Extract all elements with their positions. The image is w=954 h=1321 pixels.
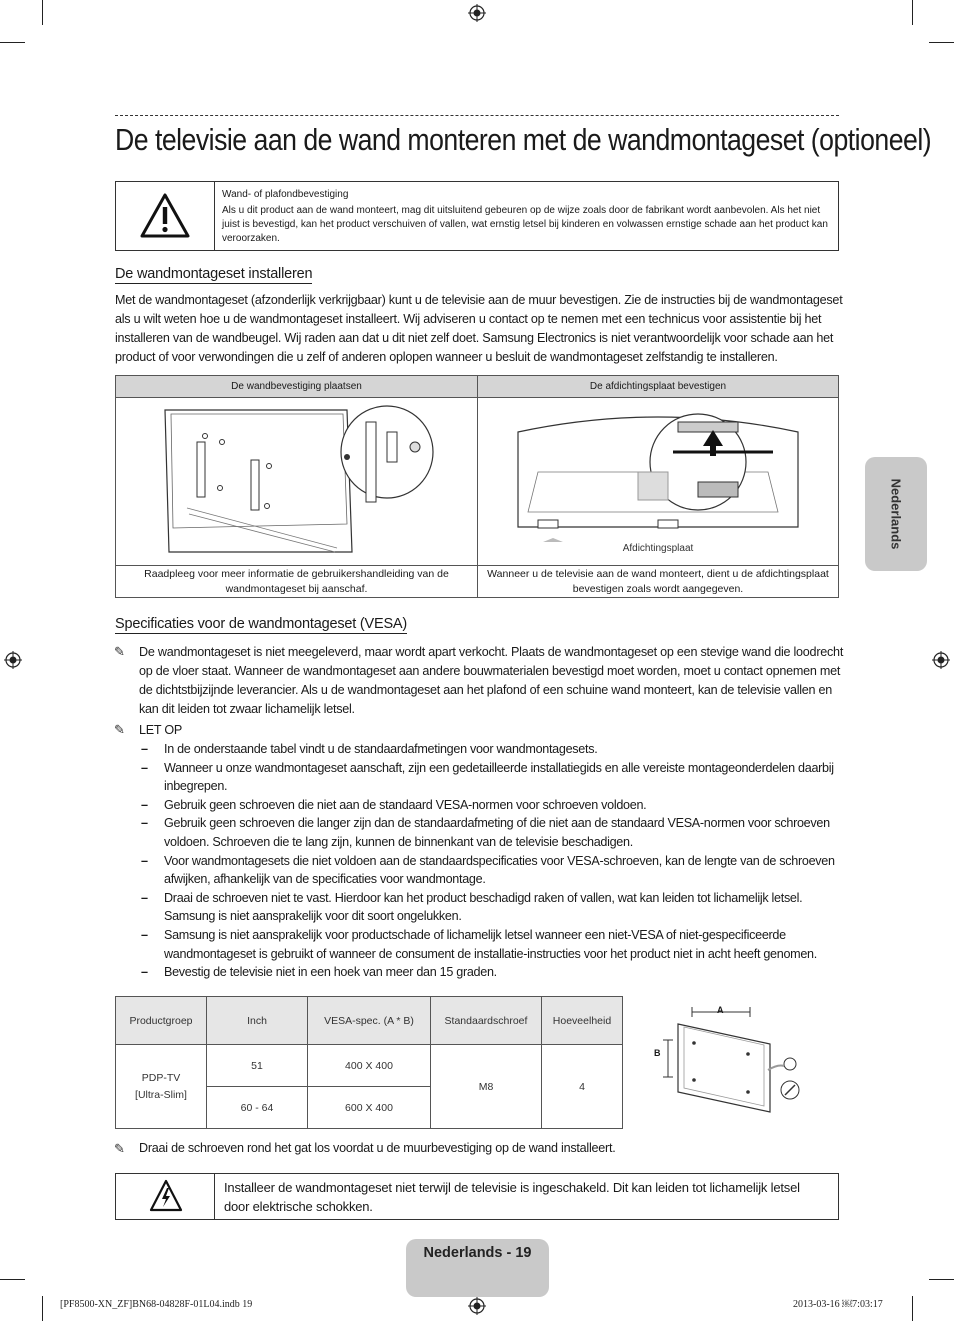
list-item: – Samsung is niet aansprakelijk voor productschade of lichamelijk letsel wanneer een niet-VESA of niet-gespecificeerde wandmontageset is gebruikt of wanneer de consument de installatie-instructies voor het product niet in acht heeft genomen. [138, 926, 843, 963]
inch-cell: 51 [207, 1045, 308, 1087]
registration-mark-icon [4, 651, 22, 669]
dimension-b-label: B [654, 1048, 661, 1058]
shock-icon-cell [116, 1174, 215, 1219]
crop-mark [0, 1279, 25, 1280]
registration-mark-icon [932, 651, 950, 669]
table-header: Hoeveelheid [542, 997, 623, 1045]
registration-mark-icon [468, 1297, 486, 1315]
crop-mark [929, 42, 954, 43]
language-side-tab-label: Nederlands [888, 478, 904, 550]
electric-shock-warning-icon [149, 1179, 183, 1213]
table-header: VESA-spec. (A * B) [308, 997, 431, 1045]
registration-mark-icon [468, 4, 486, 22]
crop-mark [0, 42, 25, 43]
footer-file-info: [PF8500-XN_ZF]BN68-04828F-01L04.indb 19 [60, 1299, 253, 1310]
pencil-note-icon: ✎ [114, 722, 125, 737]
pencil-note-icon: ✎ [114, 644, 125, 659]
mount-col2-caption: Wanneer u de televisie aan de wand monteert, dient u de afdichtingsplaat bevestigen zoals wordt aangegeven. [478, 566, 839, 598]
shock-warning-text: Installeer de wandmontageset niet terwijl de televisie is ingeschakeld. Dit kan leiden tot lichamelijk letsel door elektrische schokken. [224, 1180, 800, 1214]
caution-box [115, 181, 839, 251]
mount-col1-header: De wandbevestiging plaatsen [116, 376, 478, 398]
crop-mark [42, 0, 43, 25]
caution-label: LET OP [139, 723, 183, 737]
product-group-cell [116, 1045, 207, 1129]
crop-mark [42, 1296, 43, 1321]
quantity-cell: 4 [542, 1045, 623, 1129]
caution-bullets [138, 740, 843, 982]
list-item: – Gebruik geen schroeven die langer zijn dan de standaardafmeting of die niet aan de standaard VESA-normen voor schroeven voldoen. Schroeven die te lang zijn, kunnen de binnenkant van de televisie beschadigen. [138, 814, 843, 851]
install-text: Met de wandmontageset (afzonderlijk verkrijgbaar) kunt u de televisie aan de muur bevestigen. Zie de instructies bij de wandmontageset als u wilt weten hoe u de wandmontageset installeert. Wij adviseren u contact op te nemen met een technicus voor assistentie bij het installeren van de wandbeugel. Wij raden aan dat u dit niet zelf doet. Samsung Electronics is niet verantwoordelijk voor schade aan het product of voor verwondingen die u zelf of anderen oplopen wanneer u besluit de wandmontageset zelfstandig te installeren. [115, 293, 843, 364]
table-header: Inch [207, 997, 308, 1045]
caution-text: Als u dit product aan de wand monteert, mag dit uitsluitend gebeuren op de wijze zoals door de fabrikant wordt aanbevolen. Als het niet juist is bevestigd, kan het product verschuiven of vallen, wat ernstig letsel bij kinderen en volwassen ernstige schade aan het product kan veroorzaken. [222, 205, 828, 244]
table-header: Standaardschroef [431, 997, 542, 1045]
vesa-note: De wandmontageset is niet meegeleverd, maar wordt apart verkocht. Plaats de wandmontageset op een stevige wand die loodrecht op de vloer staat. Wanneer de wandmontageset aan andere bouwmaterialen bevestigd moet worden, moet u contact opnemen met de dichtstbijzijnde leverancier. Als u de wandmontageset aan het plafond of een schuine wand monteert, kan de televisie vallen en kan dit leiden tot zwaar lichamelijk letsel. [139, 645, 844, 716]
list-item: – In de onderstaande tabel vindt u de standaardafmetingen voor wandmontagesets. [138, 740, 843, 759]
sealing-plate-label: Afdichtingsplaat [622, 543, 694, 554]
page-number: Nederlands - 19 [423, 1245, 532, 1261]
vesa-diagram [650, 1002, 810, 1114]
footer-timestamp: 2013-03-16 ￼7:03:17 [793, 1299, 883, 1310]
dimension-a-label: A [717, 1005, 724, 1015]
install-heading: De wandmontageset installeren [115, 266, 313, 282]
wall-bracket-illustration [147, 402, 447, 562]
vesa-cell: 600 X 400 [308, 1087, 431, 1129]
screw-cell: M8 [431, 1045, 542, 1129]
shock-warning-box [115, 1173, 839, 1220]
caution-heading: Wand- of plafondbevestiging [222, 189, 349, 200]
list-item: – Bevestig de televisie niet in een hoek van meer dan 15 graden. [138, 963, 843, 982]
mount-col2-header: De afdichtingsplaat bevestigen [478, 376, 839, 398]
warning-triangle-icon [139, 192, 191, 240]
pencil-note-icon: ✎ [114, 1141, 125, 1156]
table-header: Productgroep [116, 997, 207, 1045]
list-item: – Draai de schroeven niet te vast. Hierdoor kan het product beschadigd raken of vallen, wat kan leiden tot lichamelijk letsel. Samsung is niet aansprakelijk voor dit soort ongelukken. [138, 889, 843, 926]
list-item: – Voor wandmontagesets die niet voldoen aan de standaardspecificaties voor VESA-schroeven, kan de lengte van de schroeven afwijken, afhankelijk van de specificaties voor wandmontage. [138, 852, 843, 889]
mount-table [115, 375, 839, 598]
page-number-tab [406, 1239, 549, 1297]
vesa-heading: Specificaties voor de wandmontageset (VESA) [115, 616, 408, 632]
crop-mark [912, 0, 913, 25]
page-title: De televisie aan de wand monteren met de wandmontageset (optioneel) [115, 122, 932, 157]
list-item: – Gebruik geen schroeven die niet aan de standaard VESA-normen voor schroeven voldoen. [138, 796, 843, 815]
wall-bracket-figure-cell [116, 398, 478, 566]
title-rule [115, 115, 839, 116]
caution-icon-cell [116, 182, 215, 250]
mount-col1-caption: Raadpleeg voor meer informatie de gebruikershandleiding van de wandmontageset bij aanschaf. [116, 566, 478, 598]
sealing-plate-illustration [498, 402, 818, 542]
list-item: – Wanneer u onze wandmontageset aanschaft, zijn een gedetailleerde installatiegids en alle vereiste montageonderdelen daarbij inbegrepen. [138, 759, 843, 796]
language-side-tab [865, 457, 927, 571]
product-group-name: PDP-TV [141, 1071, 181, 1084]
inch-cell: 60 - 64 [207, 1087, 308, 1129]
vesa-spec-table [115, 996, 623, 1129]
crop-mark [929, 1279, 954, 1280]
vesa-cell: 400 X 400 [308, 1045, 431, 1087]
crop-mark [912, 1296, 913, 1321]
product-group-variant: [Ultra-Slim] [135, 1088, 187, 1101]
table-row [116, 1045, 623, 1087]
screw-note: Draai de schroeven rond het gat los voordat u de muurbevestiging op de wand installeert. [139, 1141, 616, 1155]
sealing-plate-figure-cell [478, 398, 839, 566]
